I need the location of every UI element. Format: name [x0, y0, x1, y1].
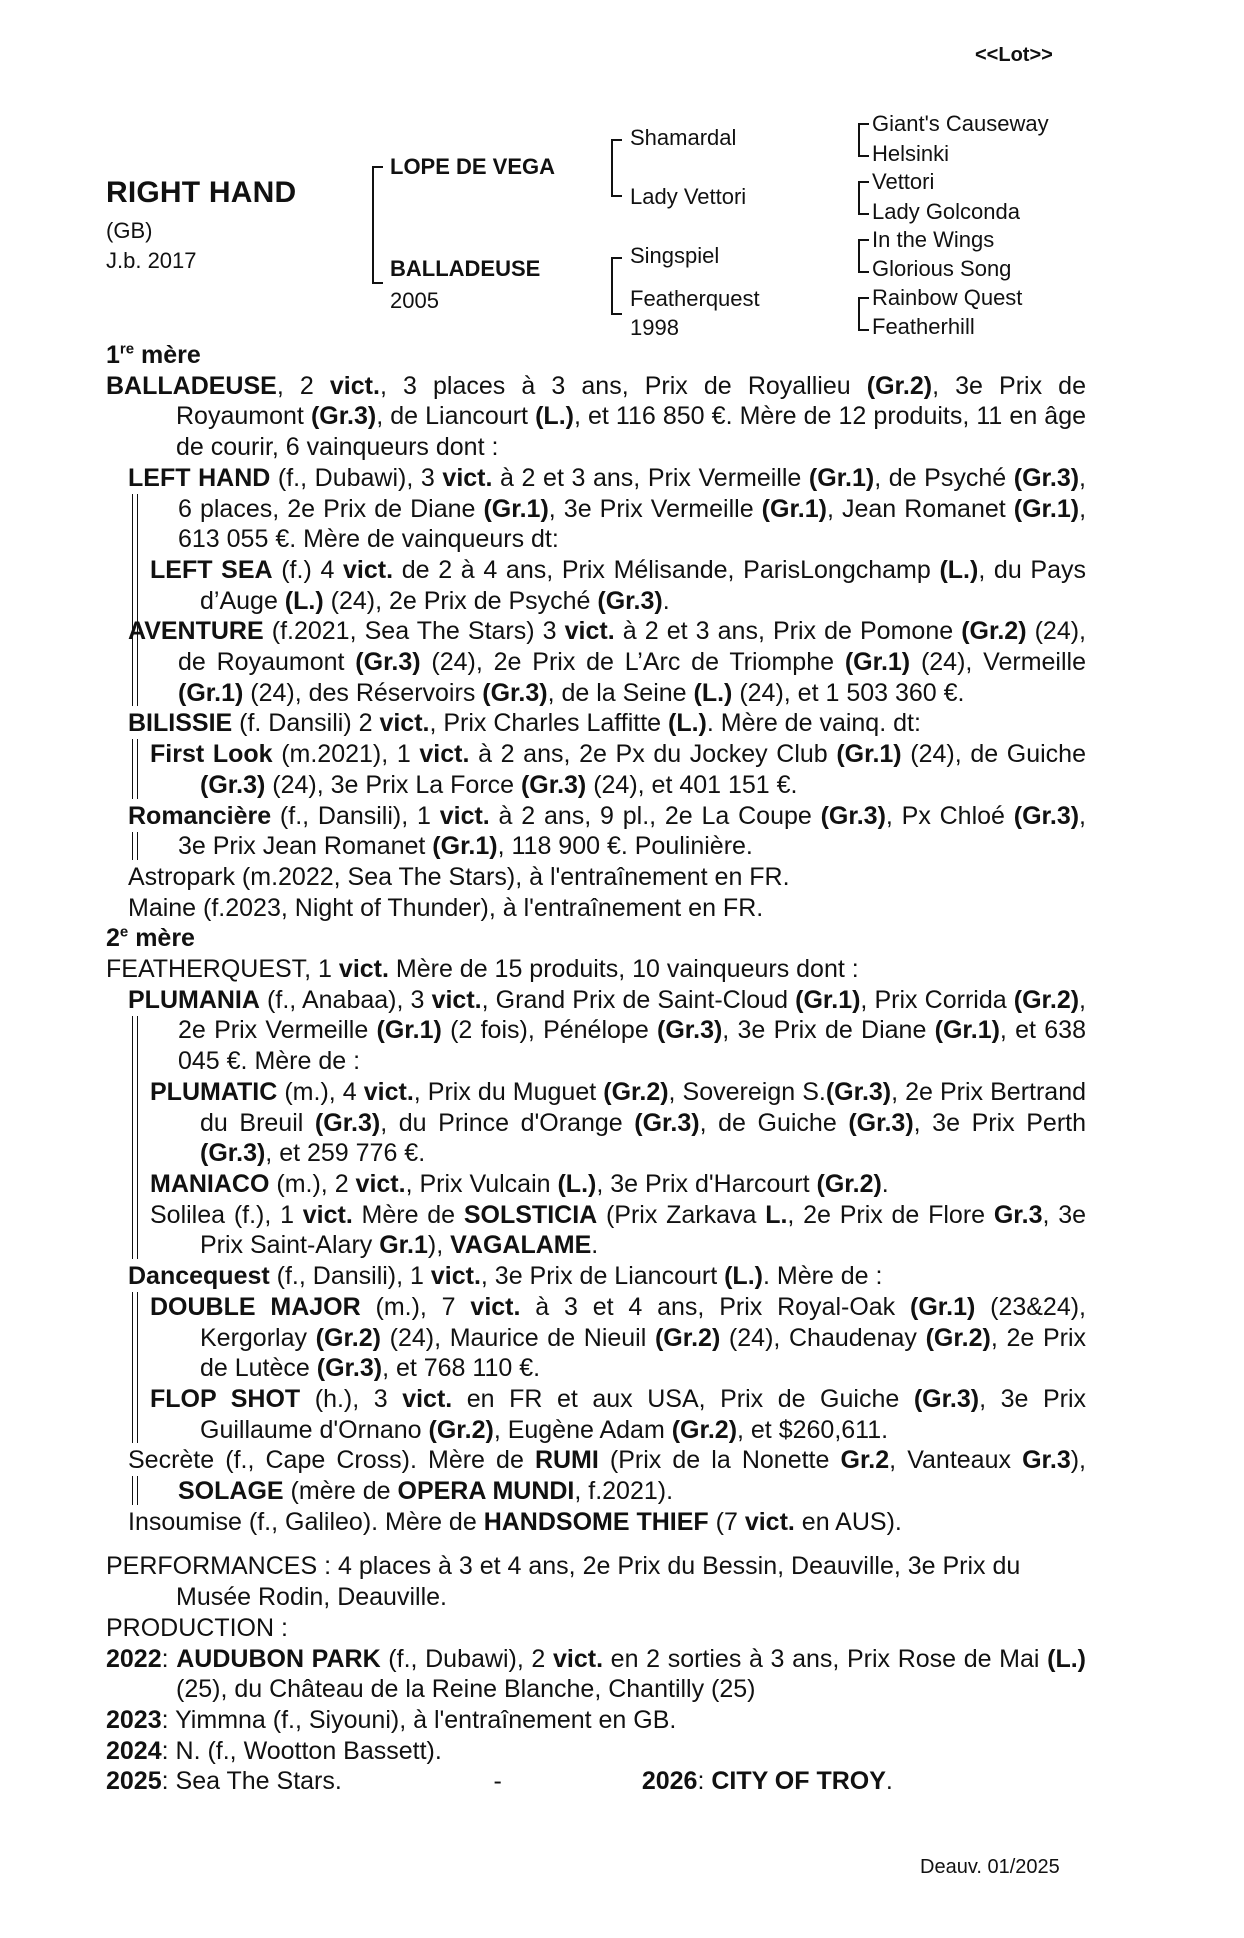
sire-dam: Lady Vettori — [630, 184, 747, 209]
sire-name: LOPE DE VEGA — [390, 154, 556, 179]
production-2023: 2023: Yimmna (f., Siyouni), à l'entraînement en GB. — [106, 1705, 677, 1734]
produce-insoumise: Insoumise (f., Galileo). Mère de HANDSOME THIEF (7 vict. en AUS). — [128, 1507, 902, 1536]
ggp-1: Giant's Causeway — [872, 111, 1049, 136]
bracket-sire — [611, 139, 622, 197]
dam-dam: Featherquest — [630, 286, 760, 311]
produce-dancequest: Dancequest (f., Dansili), 1 vict., 3e Prix de Liancourt (L.). Mère de : DOUBLE MAJOR (m.), 7 vict. à 3 et 4 ans, Prix Royal-Oak (Gr.1) (23&24), Kergorlay (Gr.2) (24), Maurice de Nieuil (Gr.2) (24), Chaudenay (Gr.2), 2e Prix de Lutèce (Gr.3), et 768 110 €. FLOP SHOT (h.), 3 vict. en FR et aux USA, Prix de Guiche (Gr.3), 3e Prix Guillaume d'Ornano (Gr.2), Eugène Adam (Gr.2), et $260,611. — [106, 1261, 1086, 1445]
ggp-6: Glorious Song — [872, 256, 1012, 281]
dam-dam-year: 1998 — [630, 315, 679, 340]
produce-romanciere: Romancière (f., Dansili), 1 vict. à 2 ans, 9 pl., 2e La Coupe (Gr.3), Px Chloé (Gr.3), 3e Prix Jean Romanet (Gr.1), 118 900 €. Poulinière. — [106, 801, 1086, 862]
produce-bilissie: BILISSIE (f. Dansili) 2 vict., Prix Charles Laffitte (L.). Mère de vainq. dt: First Look (m.2021), 1 vict. à 2 ans, 2e Px du Jockey Club (Gr.1) (24), de Guiche (Gr.3) (24), 3e Prix La Force (Gr.3) (24), et 401 151 €. — [106, 708, 1086, 800]
produce-left-hand: LEFT HAND (f., Dubawi), 3 vict. à 2 et 3 ans, Prix Vermeille (Gr.1), de Psyché (Gr.3), 6 places, 2e Prix de Diane (Gr.1), 3e Prix Vermeille (Gr.1), Jean Romanet (Gr.1), 613 055 €. Mère de vainqueurs dt: LEFT SEA (f.) 4 vict. de 2 à 4 ans, Prix Mélisande, ParisLongchamp (L.), du Pays d’Auge (L.) (24), 2e Prix de Psyché (Gr.3). AVENTURE (f.2021, Sea The Stars) 3 vict. à 2 et 3 ans, Prix de Pomone (Gr.2) (24), de Royaumont (Gr.3) (24), 2e Prix de L’Arc de Triomphe (Gr.1) (24), Vermeille (Gr.1) (24), des Réservoirs (Gr.3), de la Seine (L.) (24), et 1 503 360 €. — [106, 463, 1086, 709]
produce-plumania: PLUMANIA (f., Anabaa), 3 vict., Grand Prix de Saint-Cloud (Gr.1), Prix Corrida (Gr.2), 2e Prix Vermeille (Gr.1) (2 fois), Pénélope (Gr.3), 3e Prix de Diane (Gr.1), et 638 045 €. Mère de : PLUMATIC (m.), 4 vict., Prix du Muguet (Gr.2), Sovereign S.(Gr.3), 2e Prix Bertrand du Breuil (Gr.3), du Prince d'Orange (Gr.3), de Guiche (Gr.3), 3e Prix Perth (Gr.3), et 259 776 €. MANIACO (m.), 2 vict., Prix Vulcain (L.), 3e Prix d'Harcourt (Gr.2). Solilea (f.), 1 vict. Mère de SOLSTICIA (Prix Zarkava L., 2e Prix de Flore Gr.3, 3e Prix Saint-Alary Gr.1), VAGALAME. — [106, 985, 1086, 1261]
dam-sire: Singspiel — [630, 243, 720, 268]
footer-code: Deauv. 01/2025 — [920, 1856, 1060, 1878]
second-dam-entry: FEATHERQUEST, 1 vict. Mère de 15 produits, 10 vainqueurs dont : — [106, 955, 859, 984]
produce-maine: Maine (f.2023, Night of Thunder), à l'entraînement en FR. — [128, 893, 764, 922]
ggp-8: Featherhill — [872, 314, 975, 339]
produce-secrete: Secrète (f., Cape Cross). Mère de RUMI (Prix de la Nonette Gr.2, Vanteaux Gr.3), SOLAGE (mère de OPERA MUNDI, f.2021). — [106, 1445, 1086, 1506]
bracket-ggp2 — [858, 181, 869, 215]
sire-sire: Shamardal — [630, 125, 737, 150]
bracket-ggp3 — [858, 239, 869, 273]
ggp-7: Rainbow Quest — [872, 285, 1023, 310]
ggp-3: Vettori — [872, 169, 935, 194]
first-dam-entry: BALLADEUSE, 2 vict., 3 places à 3 ans, Prix de Royallieu (Gr.2), 3e Prix de Royaumont (Gr.3), de Liancourt (L.), et 116 850 €. Mère de 12 produits, 11 en âge de courir, 6 vainqueurs dont : — [106, 371, 1087, 462]
production-heading: PRODUCTION : — [106, 1613, 288, 1642]
lot-label: <<Lot>> — [975, 44, 1053, 66]
production-2022: 2022: AUDUBON PARK (f., Dubawi), 2 vict. en 2 sorties à 3 ans, Prix Rose de Mai (L.)(25), du Château de la Reine Blanche, Chantilly (25) — [106, 1644, 1086, 1704]
bracket-ggp1 — [858, 123, 869, 157]
section-second-dam: 2e mère — [106, 924, 195, 953]
performances: PERFORMANCES : 4 places à 3 et 4 ans, 2e Prix du Bessin, Deauville, 3e Prix du Musée Rodin, Deauville. — [106, 1552, 1021, 1612]
production-2025-2026: 2025: Sea The Stars. - 2026: CITY OF TROY. — [106, 1767, 893, 1796]
bracket-ggp4 — [858, 297, 869, 331]
production-2024: 2024: N. (f., Wootton Bassett). — [106, 1736, 442, 1765]
ggp-4: Lady Golconda — [872, 199, 1020, 224]
section-first-dam: 1re mère — [106, 340, 201, 369]
bracket-dam — [611, 257, 622, 315]
horse-name: RIGHT HAND — [106, 176, 297, 209]
ggp-5: In the Wings — [872, 227, 995, 252]
horse-origin: (GB) — [106, 218, 153, 243]
horse-desc: J.b. 2017 — [106, 248, 197, 273]
dam-name: BALLADEUSE — [390, 256, 541, 281]
dam-year: 2005 — [390, 288, 439, 313]
bracket-gen1 — [372, 166, 383, 284]
produce-astropark: Astropark (m.2022, Sea The Stars), à l'entraînement en FR. — [128, 862, 790, 891]
ggp-2: Helsinki — [872, 141, 950, 166]
catalogue-body — [106, 340, 1086, 1797]
